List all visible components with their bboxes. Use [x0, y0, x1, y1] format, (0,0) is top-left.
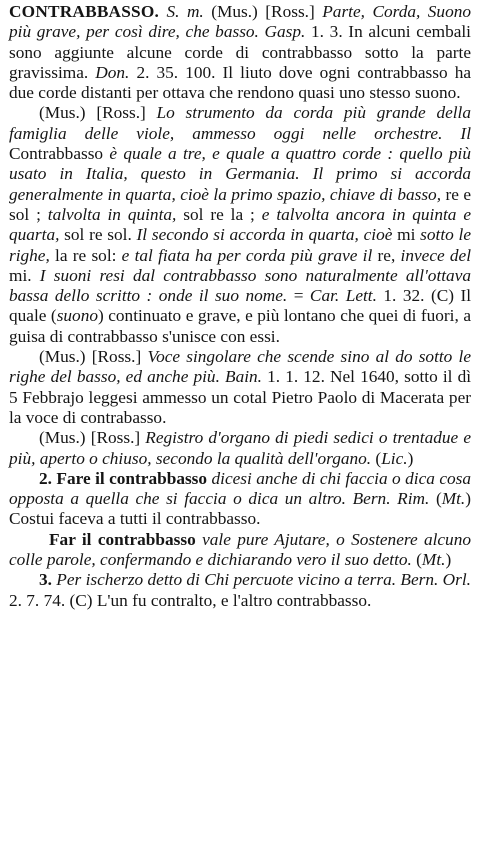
text-segment: dicesi anche di chi faccia o dica cosa opposta a quella che si faccia o dica un altro. Bern. Rim.	[9, 468, 471, 509]
headword: CONTRABBASSO.	[9, 2, 160, 21]
text-segment: suono	[56, 306, 98, 326]
text-segment: re e sol ;	[9, 184, 471, 224]
text-segment: Car. Lett.	[309, 286, 377, 306]
text-segment: sotto le righe,	[9, 225, 471, 265]
text-segment: mi.	[9, 265, 40, 285]
dictionary-entry	[9, 2, 471, 611]
text-segment: ) continuato e grave, e più lontano che quei di fuori, a guisa di contrabbasso s'unisce con essi.	[9, 306, 471, 346]
text-segment: 1. 1. 12. Nel 1640, sotto il dì 5 Febbrajo leggesi ammesso un cotal Pietro Paolo di Macerata per la voce di contrabasso.	[9, 367, 472, 427]
text-segment: Far il contrabbasso	[49, 529, 196, 549]
text-segment: Per ischerzo detto di Chi percuote vicino a terra. Bern. Orl.	[51, 570, 471, 590]
definition-5	[9, 469, 471, 530]
text-segment: e talvolta ancora in quinta e quarta,	[9, 204, 472, 245]
definition-1	[9, 2, 471, 103]
definition-2	[9, 103, 471, 347]
text-segment: (	[411, 550, 422, 570]
definition-3	[9, 347, 471, 428]
text-segment: 3.	[39, 570, 52, 590]
text-segment: )	[407, 448, 414, 468]
text-segment: ) Costui faceva a tutti il contrabbasso.	[9, 489, 471, 529]
text-segment: (Mus.) [Ross.]	[39, 347, 148, 367]
text-segment: Il secondo si accorda in quarta, cioè	[136, 225, 393, 245]
text-segment: Lo strumento da corda più grande della famiglia delle viole, ammesso oggi nelle orchestre. Il	[9, 103, 471, 143]
text-segment: 1. 3. In alcuni cembali sono aggiunte alcune corde di contrabbasso sotto la parte gravissima.	[9, 22, 471, 82]
text-segment: (Mus.) [Ross.]	[39, 103, 157, 123]
text-segment: (Mus.) [Ross.]	[203, 2, 323, 21]
text-segment: sol re la ;	[176, 204, 262, 224]
definition-6	[9, 530, 471, 571]
text-segment: Voce singolare che scende sino al do sotto le righe del basso, ed anche più. Bain.	[9, 347, 471, 387]
text-segment: la re sol:	[49, 245, 122, 265]
text-segment: Contrabbasso	[9, 144, 110, 164]
text-segment: invece del	[400, 245, 472, 265]
text-segment: 2. 35. 100. Il liuto dove ogni contrabbasso ha due corde distanti per ottava che rendono quasi uno stesso suono.	[9, 62, 471, 103]
text-segment: è quale a tre, e quale a quattro corde : quello più usato in Italia, questo in Germania. Il primo si accorda generalmente in quarta, cioè la primo spazio, chiave di basso,	[9, 144, 471, 204]
text-segment: re,	[372, 245, 401, 265]
text-segment: (	[429, 489, 442, 509]
text-segment: talvolta in quinta,	[47, 204, 177, 224]
text-segment: (Mus.) [Ross.]	[39, 428, 146, 448]
text-segment: (	[371, 448, 382, 468]
text-segment: Parte, Corda, Suono più grave, per così dire, che basso. Gasp.	[9, 2, 471, 42]
text-segment: mi	[392, 225, 421, 245]
text-segment: sol re sol.	[59, 225, 137, 245]
text-segment: Lic.	[381, 448, 408, 468]
text-segment: Mt.	[421, 550, 446, 570]
text-segment: 2. 7. 74. (C) L'un fu contralto, e l'altro contrabbasso.	[9, 590, 372, 610]
text-segment: vale pure Ajutare, o Sostenere alcuno colle parole, confermando e dichiarando vero il suo detto.	[9, 529, 471, 570]
text-segment: S. m.	[159, 2, 204, 21]
text-segment: 2. Fare il contrabbasso	[39, 468, 208, 488]
text-segment: Mt.	[441, 489, 466, 509]
text-segment: Don.	[95, 62, 130, 82]
text-segment: e tal fiata ha per corda più grave il	[121, 245, 373, 265]
definition-4	[9, 428, 471, 469]
text-segment: I suoni resi dal contrabbasso sono naturalmente all'ottava bassa dello scritto : onde il suo nome.	[9, 265, 471, 306]
text-segment: Registro d'organo di piedi sedici o trentadue e più, aperto o chiuso, secondo la qualità dell'organo.	[9, 428, 471, 468]
definition-7	[9, 570, 471, 611]
text-segment: )	[445, 550, 452, 570]
text-segment: =	[287, 286, 310, 306]
text-segment: 1. 32. (C) Il quale (	[9, 286, 472, 326]
